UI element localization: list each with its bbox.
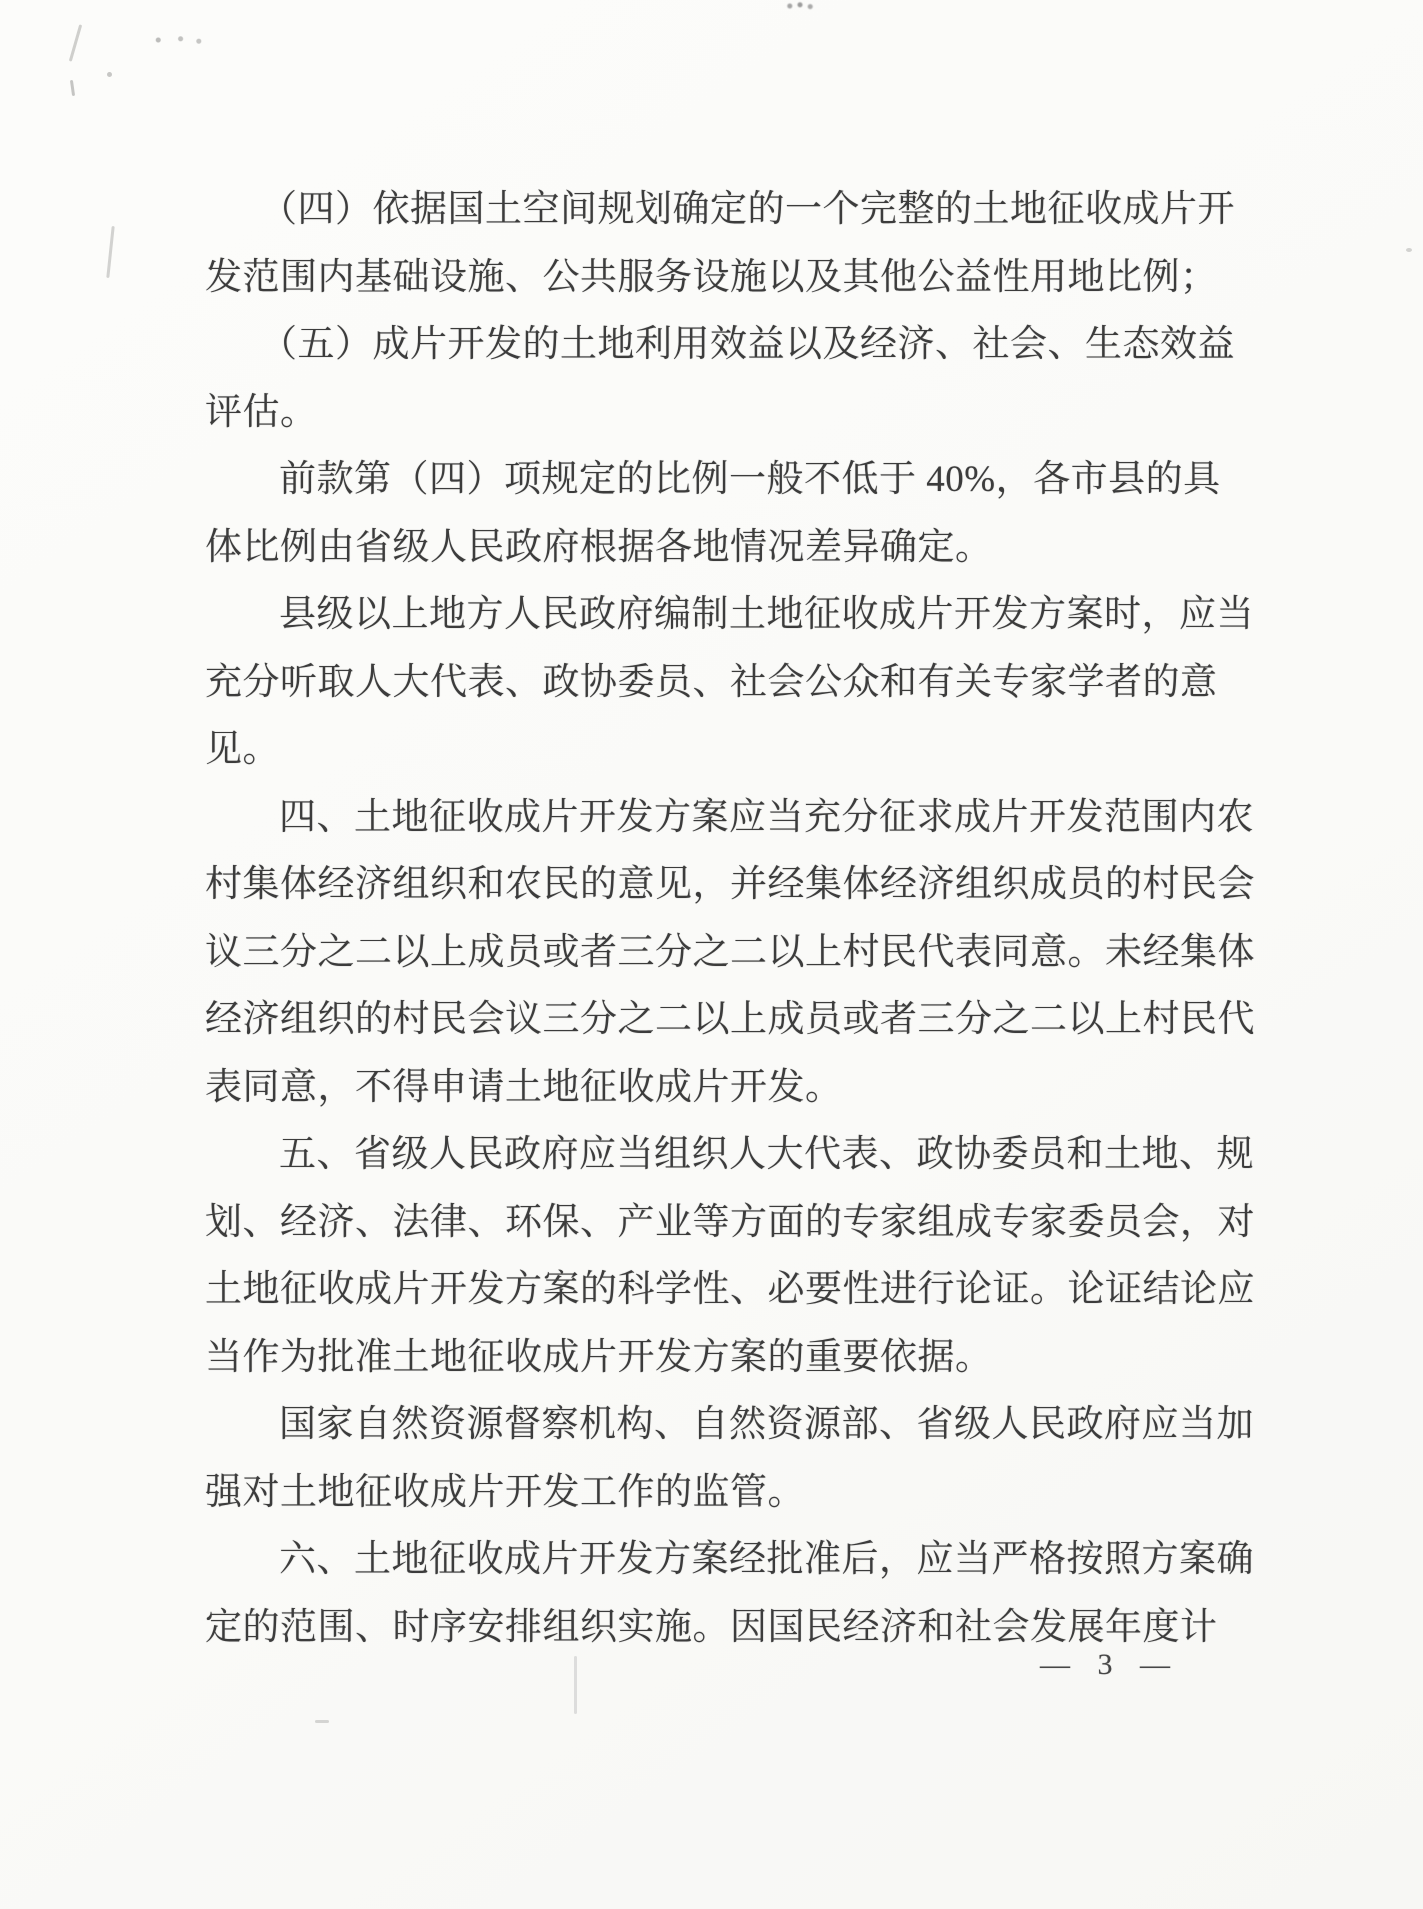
text-line: （五）成片开发的土地利用效益以及经济、社会、生态效益 [260, 324, 1235, 365]
text-line: 四、土地征收成片开发方案应当充分征求成片开发范围内农 [279, 796, 1254, 838]
scan-artifact-pencil-stroke [69, 24, 82, 61]
text-line: 强对土地征收成片开发工作的监管。 [205, 1471, 805, 1513]
text-line: 定的范围、时序安排组织实施。因国民经济和社会发展年度计 [205, 1606, 1218, 1648]
scan-artifact-dot [107, 72, 112, 77]
document-body [205, 176, 1275, 1661]
scan-artifact-dots [152, 34, 204, 46]
scan-artifact-stroke [70, 80, 75, 96]
text-line: 发范围内基础设施、公共服务设施以及其他公益性用地比例； [205, 256, 1218, 298]
scan-artifact-streak-bottom [574, 1656, 577, 1714]
text-line: 村集体经济组织和农民的意见，并经集体经济组织成员的村民会 [205, 864, 1255, 905]
text-line: 议三分之二以上成员或者三分之二以上村民代表同意。未经集体 [205, 931, 1255, 973]
text-line: 县级以上地方人民政府编制土地征收成片开发方案时，应当 [279, 594, 1254, 635]
text-line: 充分听取人大代表、政协委员、社会公众和有关专家学者的意 [205, 661, 1218, 703]
text-line: 六、土地征收成片开发方案经批准后，应当严格按照方案确 [279, 1539, 1254, 1580]
text-line: 经济组织的村民会议三分之二以上成员或者三分之二以上村民代 [205, 999, 1255, 1040]
text-line: 表同意，不得申请土地征收成片开发。 [205, 1066, 843, 1108]
text-line: 见。 [205, 729, 280, 770]
text-line: 土地征收成片开发方案的科学性、必要性进行论证。论证结论应 [205, 1269, 1255, 1310]
scan-artifact-speck-right [1406, 248, 1412, 252]
scan-artifact-top-center [783, 0, 817, 12]
text-line: 划、经济、法律、环保、产业等方面的专家组成专家委员会，对 [205, 1201, 1255, 1243]
text-line: 国家自然资源督察机构、自然资源部、省级人民政府应当加 [279, 1404, 1254, 1445]
text-line: 体比例由省级人民政府根据各地情况差异确定。 [205, 526, 993, 568]
scan-artifact-stroke-left [106, 226, 114, 278]
text-line: 当作为批准土地征收成片开发方案的重要依据。 [205, 1336, 993, 1378]
text-line: （四）依据国土空间规划确定的一个完整的土地征收成片开 [260, 189, 1235, 230]
text-line: 评估。 [205, 391, 318, 433]
page-number: — 3 — [1040, 1648, 1180, 1681]
text-line: 前款第（四）项规定的比例一般不低于 40%，各市县的具 [279, 459, 1221, 500]
scan-artifact-dash-bottom [315, 1720, 329, 1723]
text-line: 五、省级人民政府应当组织人大代表、政协委员和土地、规 [279, 1134, 1254, 1175]
